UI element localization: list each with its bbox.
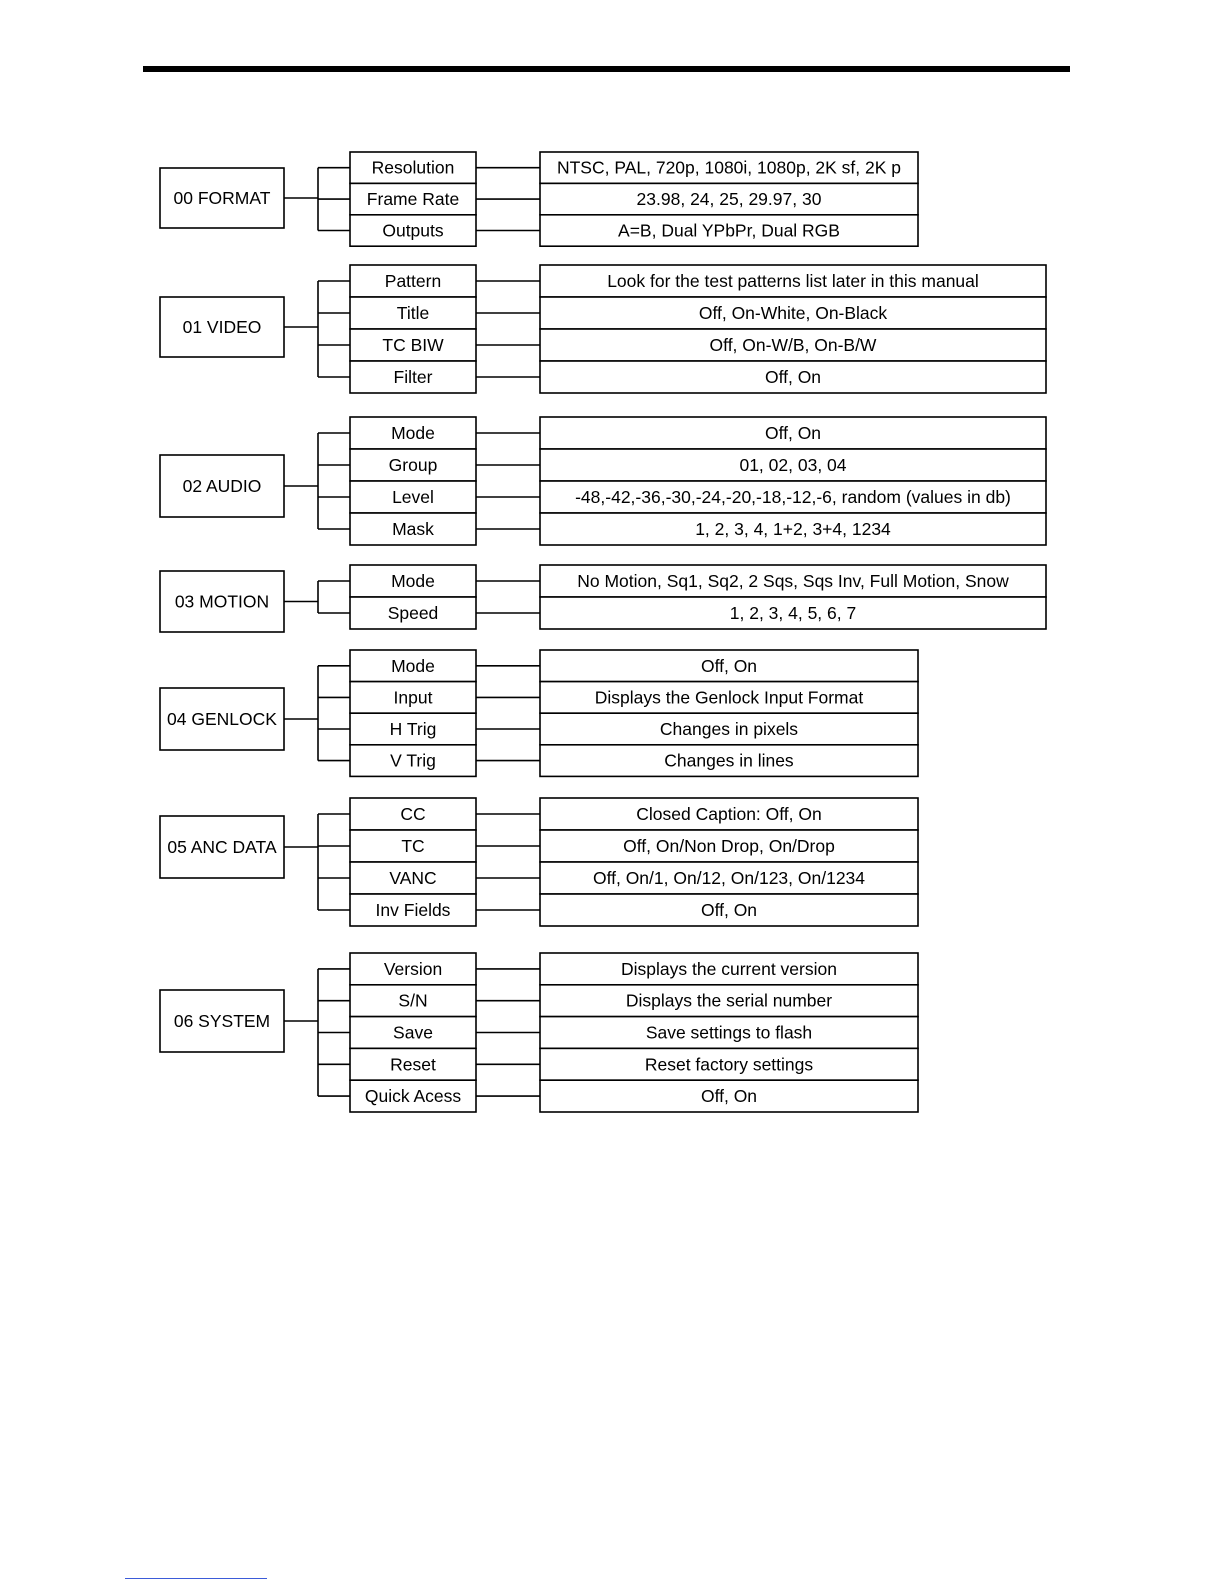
05-anc-data-tc-value-text: Off, On/Non Drop, On/Drop bbox=[623, 836, 835, 856]
01-video-tc-biw-param-label: TC BIW bbox=[382, 335, 444, 355]
05-anc-data-inv-fields-value-text: Off, On bbox=[700, 900, 758, 920]
05-anc-data-vanc-value-text: Off, On/1, On/12, On/123, On/1234 bbox=[592, 868, 866, 888]
01-video-tc-biw-value-text: Off, On-W/B, On-B/W bbox=[709, 335, 877, 355]
00-format-frame-rate-param-label: Frame Rate bbox=[366, 189, 460, 210]
04-genlock-v-trig-param-label: V Trig bbox=[390, 750, 436, 771]
01-video-pattern-value-text: Look for the test patterns list later in this manual bbox=[607, 271, 979, 291]
00-format-outputs-value-text: A=B, Dual YPbPr, Dual RGB bbox=[618, 220, 840, 241]
05-anc-data-inv-fields-param-label: Inv Fields bbox=[375, 900, 451, 920]
06-system-version-value-text: Displays the current version bbox=[621, 958, 837, 979]
00-format-resolution-param-label: Resolution bbox=[371, 157, 455, 178]
03-motion-mode-value-text: No Motion, Sq1, Sq2, 2 Sqs, Sqs Inv, Full Motion, Snow bbox=[577, 571, 1009, 591]
02-audio-mask-value-text: 1, 2, 3, 4, 1+2, 3+4, 1234 bbox=[695, 519, 891, 539]
02-audio-label: 02 AUDIO bbox=[182, 476, 262, 496]
02-audio-mode-param-label: Mode bbox=[391, 423, 435, 443]
06-system-save-param-label: Save bbox=[393, 1022, 433, 1043]
05-anc-data-label: 05 ANC DATA bbox=[167, 837, 277, 857]
01-video-filter-value-text: Off, On bbox=[764, 367, 822, 387]
01-video-filter-param-label: Filter bbox=[393, 367, 433, 387]
04-genlock-mode-value-text: Off, On bbox=[700, 655, 758, 676]
02-audio-level-value-text: -48,-42,-36,-30,-24,-20,-18,-12,-6, random (values in db) bbox=[575, 487, 1011, 507]
04-genlock-h-trig-value-text: Changes in pixels bbox=[659, 719, 799, 739]
06-system-reset-param-label: Reset bbox=[390, 1054, 436, 1075]
00-format-label: 00 FORMAT bbox=[173, 188, 271, 208]
01-video-title-param-label: Title bbox=[396, 303, 430, 323]
06-system-save-value-text: Save settings to flash bbox=[645, 1022, 813, 1043]
04-genlock-label: 04 GENLOCK bbox=[167, 709, 277, 729]
page-footer-link-underline bbox=[125, 1578, 267, 1579]
03-motion-speed-value-text: 1, 2, 3, 4, 5, 6, 7 bbox=[729, 603, 857, 623]
01-video-title-value-text: Off, On-White, On-Black bbox=[698, 303, 888, 323]
01-video-label: 01 VIDEO bbox=[182, 317, 262, 337]
06-system-quick-acess-value-text: Off, On bbox=[700, 1086, 758, 1107]
00-format-outputs-param-label: Outputs bbox=[382, 220, 444, 241]
05-anc-data-vanc-param-label: VANC bbox=[389, 868, 437, 888]
04-genlock-v-trig-value-text: Changes in lines bbox=[664, 750, 794, 771]
06-system-reset-value-text: Reset factory settings bbox=[644, 1054, 814, 1075]
06-system-s-n-param-label: S/N bbox=[398, 990, 428, 1011]
06-system-label: 06 SYSTEM bbox=[173, 1011, 271, 1031]
00-format-resolution-value-text: NTSC, PAL, 720p, 1080i, 1080p, 2K sf, 2K p bbox=[556, 157, 902, 178]
04-genlock-input-param-label: Input bbox=[393, 687, 433, 708]
03-motion-label: 03 MOTION bbox=[174, 591, 270, 612]
04-genlock-mode-param-label: Mode bbox=[391, 655, 435, 676]
04-genlock-input-value-text: Displays the Genlock Input Format bbox=[594, 687, 864, 708]
05-anc-data-cc-param-label: CC bbox=[400, 804, 426, 824]
02-audio-group-param-label: Group bbox=[388, 455, 438, 475]
05-anc-data-cc-value-text: Closed Caption: Off, On bbox=[636, 804, 822, 824]
00-format-frame-rate-value-text: 23.98, 24, 25, 29.97, 30 bbox=[636, 189, 822, 210]
02-audio-mask-param-label: Mask bbox=[392, 519, 434, 539]
03-motion-mode-param-label: Mode bbox=[391, 571, 435, 591]
03-motion-speed-param-label: Speed bbox=[387, 603, 439, 623]
02-audio-level-param-label: Level bbox=[392, 487, 434, 507]
04-genlock-h-trig-param-label: H Trig bbox=[389, 719, 437, 739]
06-system-quick-acess-param-label: Quick Acess bbox=[364, 1086, 462, 1107]
02-audio-mode-value-text: Off, On bbox=[764, 423, 822, 443]
05-anc-data-tc-param-label: TC bbox=[401, 836, 425, 856]
06-system-s-n-value-text: Displays the serial number bbox=[625, 990, 833, 1011]
02-audio-group-value-text: 01, 02, 03, 04 bbox=[739, 455, 847, 475]
06-system-version-param-label: Version bbox=[383, 958, 443, 979]
01-video-pattern-param-label: Pattern bbox=[384, 271, 442, 291]
